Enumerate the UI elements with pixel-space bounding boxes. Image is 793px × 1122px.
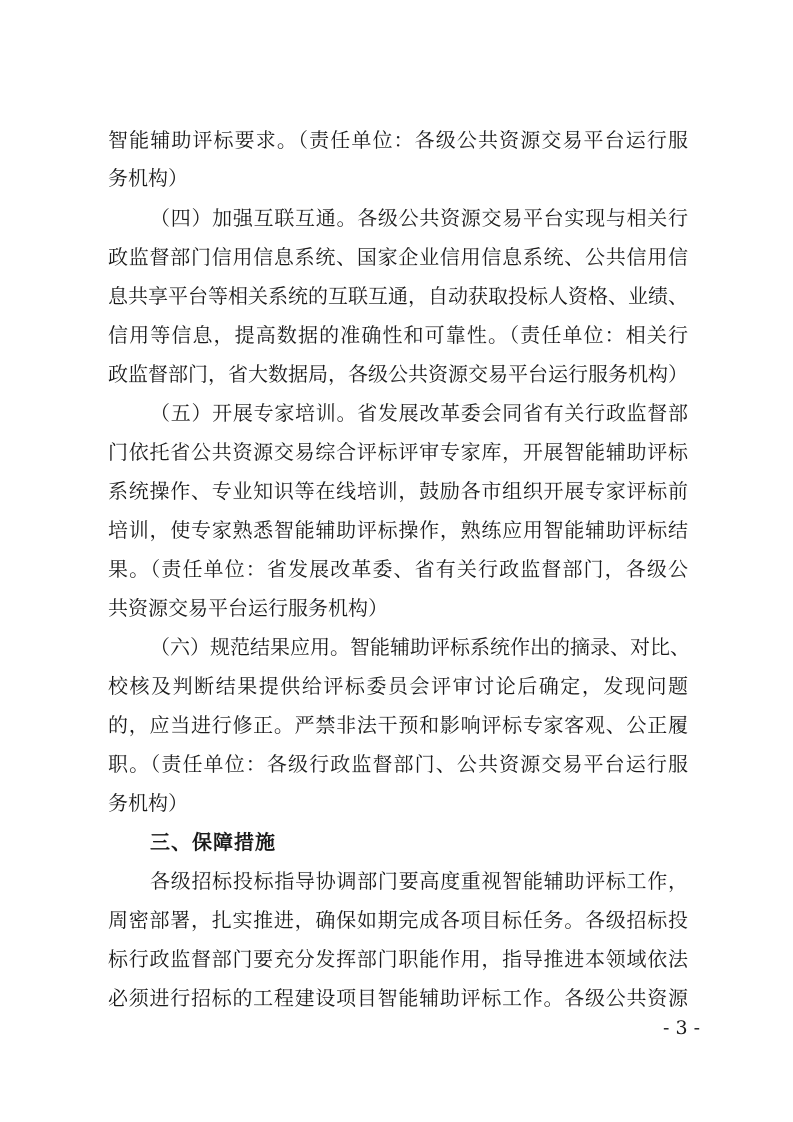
section-4-title-line: （四）加强互联互通。各级公共资源交易平台实现与相关行 <box>150 206 688 230</box>
body-text-line: 政监督部门信用信息系统、国家企业信用信息系统、公共信用信 <box>108 245 688 269</box>
body-text-line: 信用等信息，提高数据的准确性和可靠性。（责任单位：相关行 <box>108 323 688 347</box>
body-text-line: 职。（责任单位：各级行政监督部门、公共资源交易平台运行服 <box>108 752 688 776</box>
body-text-line: 息共享平台等相关系统的互联互通，自动获取投标人资格、业绩、 <box>108 284 688 308</box>
body-text-line: 各级招标投标指导协调部门要高度重视智能辅助评标工作， <box>150 869 688 893</box>
body-text-line: 务机构） <box>108 166 188 190</box>
section-5-title-line: （五）开展专家培训。省发展改革委会同省有关行政监督部 <box>150 401 688 425</box>
body-text-line: 智能辅助评标要求。（责任单位：各级公共资源交易平台运行服 <box>108 128 688 152</box>
body-text-line: 政监督部门，省大数据局，各级公共资源交易平台运行服务机构） <box>108 362 688 386</box>
body-text-line: 必须进行招标的工程建设项目智能辅助评标工作。各级公共资源 <box>108 986 688 1010</box>
body-text-line: 门依托省公共资源交易综合评标评审专家库，开展智能辅助评标 <box>108 440 688 464</box>
body-text-line: 校核及判断结果提供给评标委员会评审讨论后确定，发现问题 <box>108 674 688 698</box>
section-heading-safeguards: 三、保障措施 <box>150 830 276 854</box>
body-text-line: 培训，使专家熟悉智能辅助评标操作，熟练应用智能辅助评标结 <box>108 518 688 542</box>
body-text-line: 标行政监督部门要充分发挥部门职能作用，指导推进本领域依法 <box>108 947 688 971</box>
body-text-line: 务机构） <box>108 791 188 815</box>
body-text-line: 果。（责任单位：省发展改革委、省有关行政监督部门，各级公 <box>108 557 688 581</box>
body-text-line: 周密部署，扎实推进，确保如期完成各项目标任务。各级招标投 <box>108 908 688 932</box>
body-text-line: 的，应当进行修正。严禁非法干预和影响评标专家客观、公正履 <box>108 713 688 737</box>
section-6-title-line: （六）规范结果应用。智能辅助评标系统作出的摘录、对比、 <box>150 635 690 659</box>
body-text-line: 共资源交易平台运行服务机构） <box>108 596 388 620</box>
body-text-line: 系统操作、专业知识等在线培训，鼓励各市组织开展专家评标前 <box>108 479 688 503</box>
page-number: - 3 - <box>662 1017 700 1039</box>
